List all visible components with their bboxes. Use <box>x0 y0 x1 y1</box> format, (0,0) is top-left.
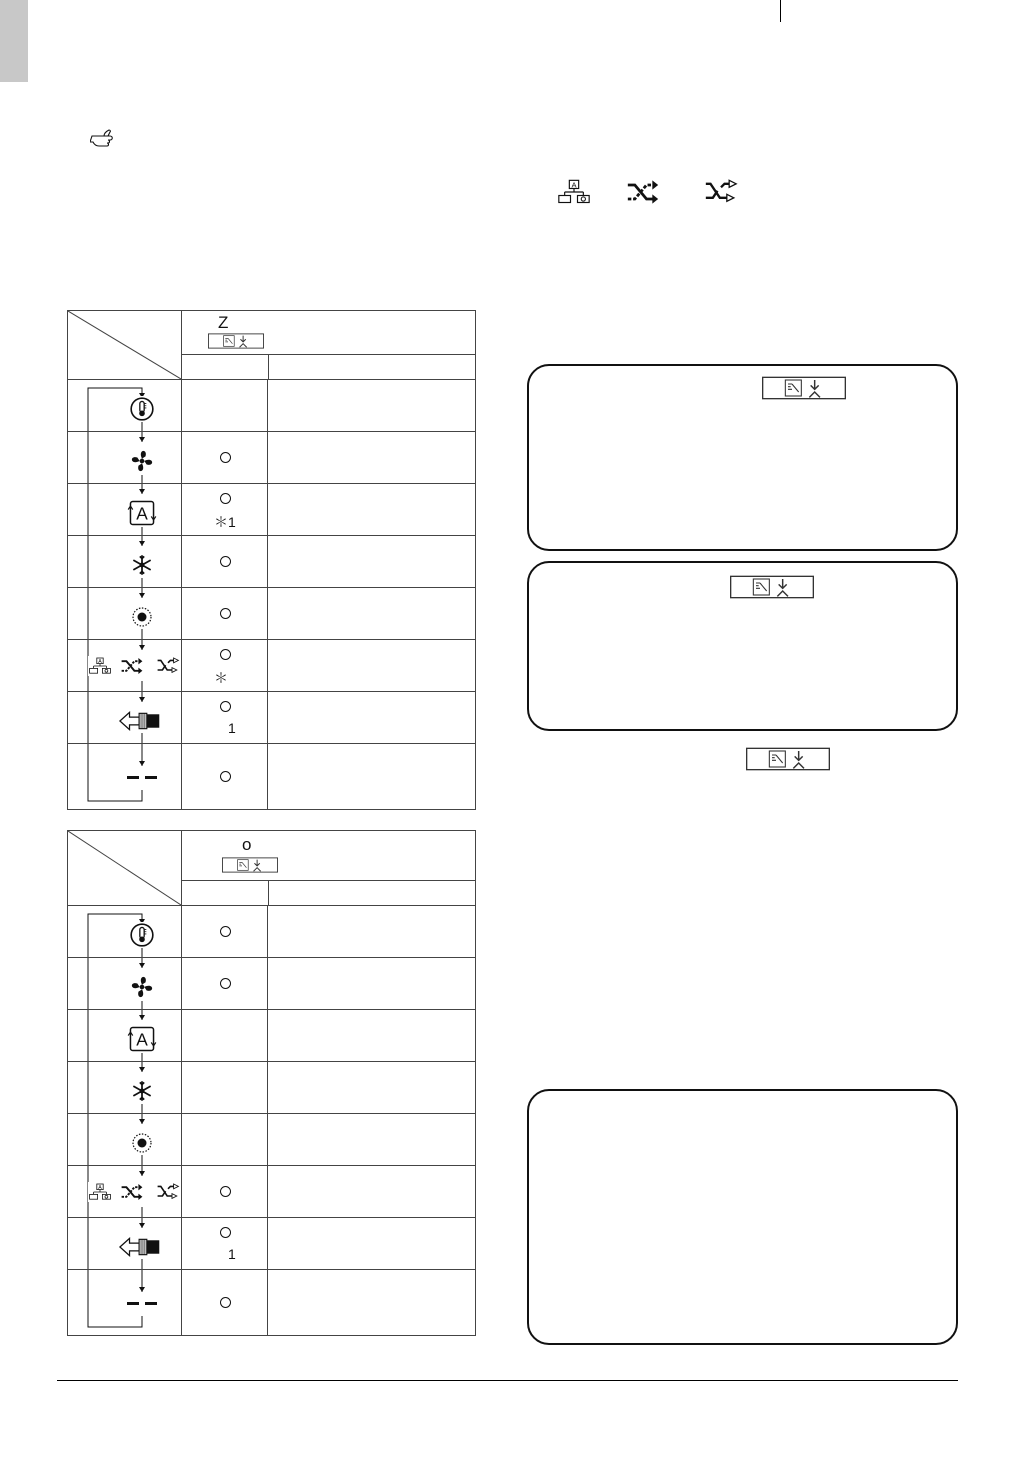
mode-icon-cell <box>68 692 181 743</box>
table-row <box>68 588 475 640</box>
table-header <box>68 311 475 380</box>
diagonal-header-cell <box>68 311 181 379</box>
fan-icon <box>128 447 156 475</box>
table-row <box>68 692 475 744</box>
mark-cell <box>181 432 268 483</box>
available-mark <box>220 1227 231 1238</box>
available-mark <box>220 493 231 504</box>
sun-icon <box>130 1131 154 1155</box>
description-cell <box>267 906 475 957</box>
table-row <box>68 906 475 958</box>
louver-swing-button-icon <box>743 747 833 771</box>
louver-swing-button-icon <box>727 575 817 599</box>
flow-arrow <box>68 588 181 639</box>
mark-cell <box>181 380 268 431</box>
footnote-mark: 1 <box>228 720 236 736</box>
mark-cell <box>181 1166 268 1217</box>
description-cell <box>267 588 475 639</box>
thermometer-icon <box>129 396 155 422</box>
mark-cell <box>181 1270 268 1335</box>
table-row <box>68 1166 475 1218</box>
mode-icon-cell <box>68 1010 181 1061</box>
local-central-icon <box>555 178 593 206</box>
info-box-2 <box>527 561 958 731</box>
available-mark <box>220 771 231 782</box>
shuffle-arrows-icon <box>120 656 144 676</box>
mark-cell <box>181 484 268 535</box>
nozzle-arrow-icon <box>118 1235 166 1259</box>
available-mark <box>220 556 231 567</box>
header-letter: Z <box>218 313 229 332</box>
mode-icon-cell <box>68 1218 181 1269</box>
description-cell <box>267 958 475 1009</box>
mode-icon-cell <box>68 536 181 587</box>
snowflake-icon <box>129 552 155 578</box>
crossing-arrows-icon <box>156 656 180 676</box>
mode-icon-cell <box>68 484 181 535</box>
description-cell <box>267 536 475 587</box>
mark-cell <box>181 692 268 743</box>
mode-cycle-icon-row <box>555 178 755 206</box>
available-mark <box>220 1186 231 1197</box>
fan-icon <box>128 973 156 1001</box>
description-cell <box>267 1010 475 1061</box>
mark-cell <box>181 906 268 957</box>
nozzle-arrow-icon <box>118 709 166 733</box>
footnote-mark: ＊ <box>214 670 228 686</box>
dash-dash-icon <box>127 1302 157 1305</box>
thermometer-icon <box>129 922 155 948</box>
mode-icon-cell <box>68 432 181 483</box>
section-tab <box>0 0 28 82</box>
mode-icon-cell <box>68 1270 181 1335</box>
description-cell <box>267 744 475 809</box>
header-letter: o <box>242 835 252 854</box>
table-header <box>68 831 475 906</box>
mode-icon-cell <box>68 1114 181 1165</box>
flow-arrow <box>68 906 181 957</box>
top-rule <box>780 0 781 22</box>
mode-icon-cell <box>68 744 181 809</box>
sun-icon <box>130 605 154 629</box>
crossing-arrows-icon <box>701 178 741 206</box>
flow-arrow <box>68 744 181 809</box>
flow-arrow <box>68 1062 181 1113</box>
mode-icon-cell <box>68 640 181 691</box>
info-box-3 <box>527 1089 958 1345</box>
flow-arrow <box>68 536 181 587</box>
shuffle-arrows-icon <box>623 178 663 206</box>
available-mark <box>220 926 231 937</box>
local-central-icon <box>88 1182 112 1202</box>
mark-cell <box>181 1218 268 1269</box>
crossing-arrows-icon <box>156 1182 180 1202</box>
table-row <box>68 1270 475 1335</box>
footer-rule <box>57 1380 958 1381</box>
louver-swing-button-icon <box>759 376 849 400</box>
description-cell <box>267 1270 475 1335</box>
table-row <box>68 640 475 692</box>
mode-table-2 <box>67 830 476 1336</box>
description-cell <box>267 640 475 691</box>
description-cell <box>267 692 475 743</box>
auto-mode-icon <box>127 499 157 527</box>
flow-arrow <box>68 1114 181 1165</box>
snowflake-icon <box>129 1078 155 1104</box>
louver-swing-button-icon <box>218 857 282 873</box>
table-row <box>68 958 475 1010</box>
table-row <box>68 1010 475 1062</box>
description-cell <box>267 1166 475 1217</box>
description-cell <box>267 1062 475 1113</box>
shuffle-arrows-icon <box>120 1182 144 1202</box>
table-row <box>68 484 475 536</box>
table-row <box>68 744 475 809</box>
louver-swing-button-icon <box>204 333 268 349</box>
available-mark <box>220 452 231 463</box>
mark-cell <box>181 588 268 639</box>
available-mark <box>220 1297 231 1308</box>
pointing-hand-icon <box>90 128 124 150</box>
mark-cell <box>181 640 268 691</box>
table-row <box>68 536 475 588</box>
available-mark <box>220 608 231 619</box>
table-row <box>68 1114 475 1166</box>
description-cell <box>267 1218 475 1269</box>
mode-icon-cell <box>68 380 181 431</box>
mode-icon-cell <box>68 1062 181 1113</box>
flow-arrow <box>68 432 181 483</box>
table-row <box>68 432 475 484</box>
available-mark <box>220 701 231 712</box>
available-mark <box>220 978 231 989</box>
description-cell <box>267 380 475 431</box>
table-row <box>68 380 475 432</box>
flow-arrow <box>68 1010 181 1061</box>
table-row <box>68 1218 475 1270</box>
diagonal-header-cell <box>68 831 181 905</box>
flow-arrow <box>68 380 181 431</box>
flow-arrow <box>68 1270 181 1335</box>
mark-cell <box>181 958 268 1009</box>
available-mark <box>220 649 231 660</box>
mode-icon-cell <box>68 1166 181 1217</box>
mark-cell <box>181 744 268 809</box>
mode-icon-cell <box>68 958 181 1009</box>
mark-cell <box>181 1010 268 1061</box>
table-row <box>68 1062 475 1114</box>
description-cell <box>267 484 475 535</box>
info-box-1 <box>527 364 958 551</box>
mode-icon-cell <box>68 588 181 639</box>
description-cell <box>267 1114 475 1165</box>
mark-cell <box>181 1114 268 1165</box>
description-cell <box>267 432 475 483</box>
flow-arrow <box>68 958 181 1009</box>
local-central-icon <box>88 656 112 676</box>
footnote-mark: ＊1 <box>214 514 236 530</box>
mode-table-1 <box>67 310 476 810</box>
mode-icon-cell <box>68 906 181 957</box>
mark-cell <box>181 1062 268 1113</box>
mark-cell <box>181 536 268 587</box>
auto-mode-icon <box>127 1025 157 1053</box>
dash-dash-icon <box>127 776 157 779</box>
footnote-mark: 1 <box>228 1246 236 1262</box>
flow-arrow <box>68 484 181 535</box>
